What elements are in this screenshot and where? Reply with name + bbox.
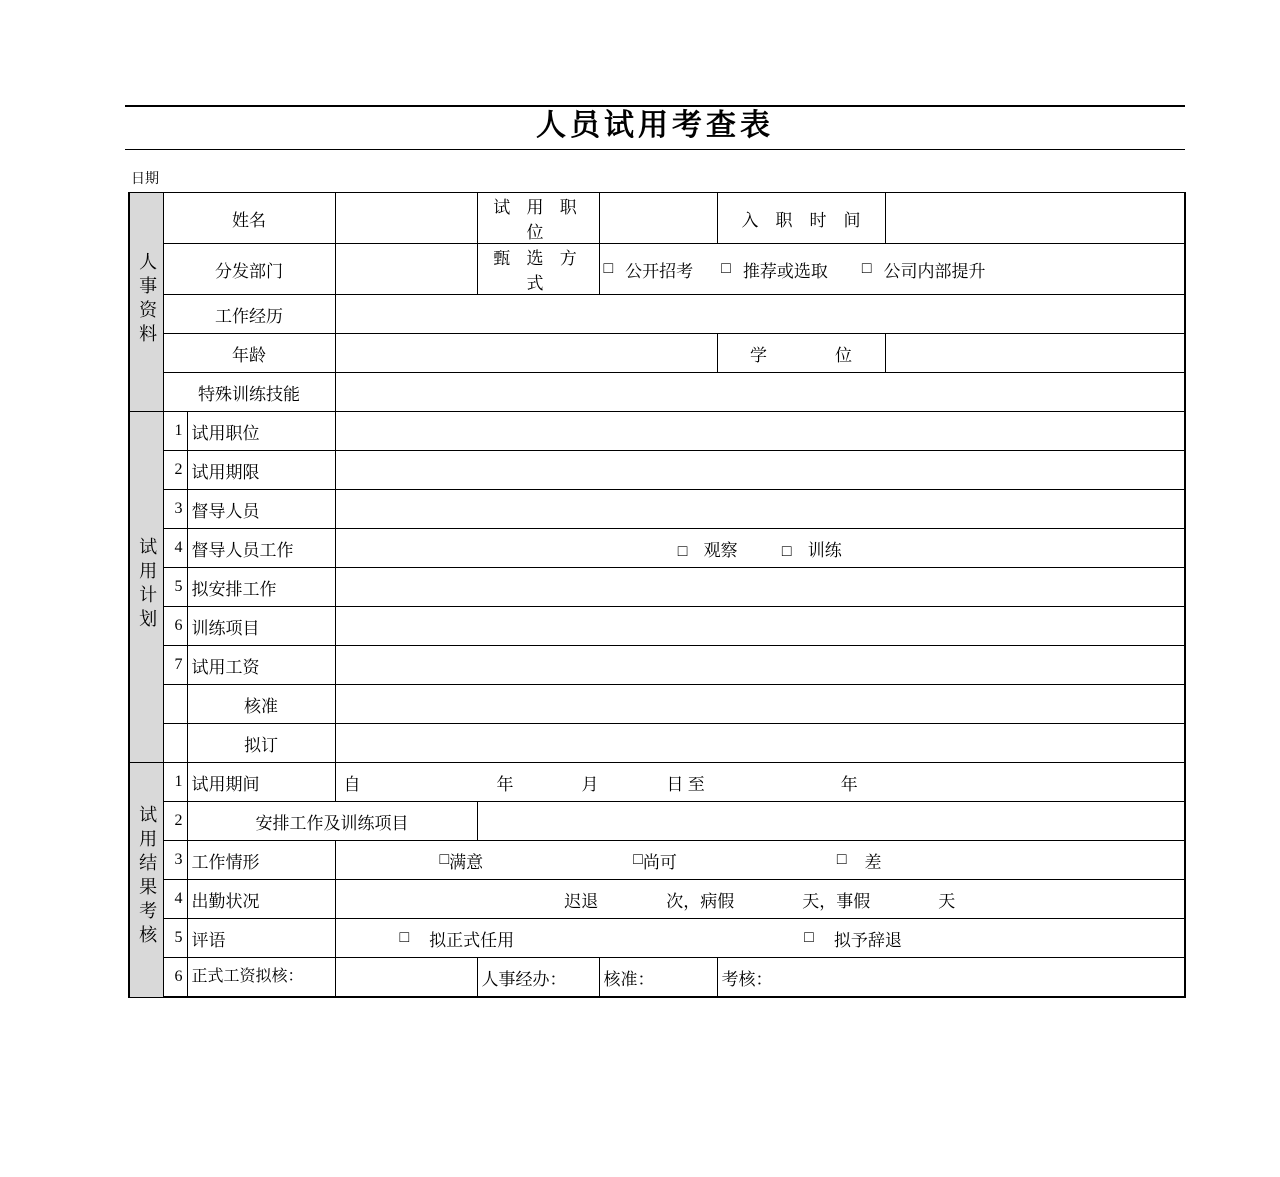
page-title: 人员试用考查表	[536, 109, 774, 142]
row-number: 6	[163, 958, 187, 998]
row-number	[163, 685, 187, 724]
field-value-drafting[interactable]	[335, 724, 1185, 763]
option-label-dismissal: 拟予辞退	[833, 930, 902, 950]
section-label-personnel: 人事资料	[129, 193, 163, 412]
field-label-approval: 核准	[187, 685, 335, 724]
field-label-assigned-work-training: 安排工作及训练项目	[187, 802, 477, 841]
option-label-internal-promotion: 公司内部提升	[883, 261, 986, 281]
field-value-trial-salary[interactable]	[335, 646, 1185, 685]
option-label-poor: 差	[864, 852, 882, 872]
row-number: 5	[163, 919, 187, 958]
field-label-trial-salary: 试用工资	[187, 646, 335, 685]
field-label-plan-position: 试用职位	[187, 412, 335, 451]
field-value-work-experience[interactable]	[335, 295, 1185, 334]
option-label-observe: 观察	[703, 540, 738, 560]
table-row	[129, 451, 1185, 490]
checkbox-observe-icon[interactable]: □	[677, 542, 688, 560]
field-value-trial-position[interactable]	[599, 193, 717, 244]
field-value-entry-time[interactable]	[885, 193, 1185, 244]
row-number: 3	[163, 841, 187, 880]
field-value-training-items[interactable]	[335, 607, 1185, 646]
table-row	[129, 490, 1185, 529]
field-value-plan-position[interactable]	[335, 412, 1185, 451]
field-value-approval[interactable]	[335, 685, 1185, 724]
field-label-special-skills: 特殊训练技能	[163, 373, 335, 412]
field-value-name[interactable]	[335, 193, 477, 244]
row-number: 1	[163, 412, 187, 451]
supervisor-work-options	[335, 529, 1185, 568]
field-label-name: 姓名	[163, 193, 335, 244]
checkbox-train-icon[interactable]: □	[781, 542, 792, 560]
option-label-satisfied: 满意	[449, 852, 484, 872]
field-label-age: 年龄	[163, 334, 335, 373]
field-label-work-performance: 工作情形	[187, 841, 335, 880]
field-label-selection-method: 甄 选 方 式	[477, 244, 599, 295]
table-row	[129, 802, 1185, 841]
row-number	[163, 724, 187, 763]
table-row	[129, 529, 1185, 568]
field-value-assigned-work-training[interactable]	[477, 802, 1185, 841]
signature-assessment[interactable]: 考核：	[717, 958, 1185, 998]
work-performance-options	[335, 841, 1185, 880]
field-value-planned-work[interactable]	[335, 568, 1185, 607]
field-label-work-experience: 工作经历	[163, 295, 335, 334]
option-label-formal-appointment: 拟正式任用	[429, 930, 515, 950]
field-value-official-salary[interactable]	[335, 958, 477, 998]
signature-hr[interactable]: 人事经办：	[477, 958, 599, 998]
row-number: 5	[163, 568, 187, 607]
field-label-degree: 学 位	[717, 334, 885, 373]
field-value-special-skills[interactable]	[335, 373, 1185, 412]
row-number: 4	[163, 529, 187, 568]
title-block	[125, 105, 1185, 150]
table-row	[129, 919, 1185, 958]
selection-method-options	[599, 244, 1185, 295]
field-label-trial-position: 试 用 职 位	[477, 193, 599, 244]
checkbox-formal-appointment-icon[interactable]: □	[399, 929, 410, 946]
checkbox-satisfied-icon[interactable]: □	[439, 851, 450, 868]
field-label-attendance: 出勤状况	[187, 880, 335, 919]
field-label-entry-time: 入 职 时 间	[717, 193, 885, 244]
row-number: 6	[163, 607, 187, 646]
checkbox-internal-promotion-icon[interactable]: □	[861, 260, 872, 277]
table-row	[129, 568, 1185, 607]
table-row	[129, 412, 1185, 451]
table-row	[129, 193, 1185, 244]
field-label-training-items: 训练项目	[187, 607, 335, 646]
checkbox-poor-icon[interactable]: □	[836, 851, 847, 868]
field-label-trial-duration: 试用期间	[187, 763, 335, 802]
option-label-public-exam: 公开招考	[625, 261, 694, 281]
table-row	[129, 295, 1185, 334]
field-label-supervisor: 督导人员	[187, 490, 335, 529]
field-label-comments: 评语	[187, 919, 335, 958]
checkbox-recommendation-icon[interactable]: □	[721, 260, 731, 277]
field-label-plan-period: 试用期限	[187, 451, 335, 490]
table-row	[129, 685, 1185, 724]
field-value-supervisor[interactable]	[335, 490, 1185, 529]
row-number: 1	[163, 763, 187, 802]
section-label-plan: 试用计划	[129, 412, 163, 763]
field-value-trial-duration[interactable]: 自 年 月 日 至 年	[335, 763, 1185, 802]
table-row	[129, 958, 1185, 998]
field-label-official-salary: 正式工资拟核：	[187, 958, 335, 998]
section-label-result: 试用结果考核	[129, 763, 163, 998]
field-value-department[interactable]	[335, 244, 477, 295]
table-row	[129, 373, 1185, 412]
field-label-drafting: 拟订	[187, 724, 335, 763]
field-value-plan-period[interactable]	[335, 451, 1185, 490]
field-value-degree[interactable]	[885, 334, 1185, 373]
field-label-supervisor-work: 督导人员工作	[187, 529, 335, 568]
checkbox-dismissal-icon[interactable]: □	[804, 929, 814, 946]
row-number: 2	[163, 802, 187, 841]
field-label-planned-work: 拟安排工作	[187, 568, 335, 607]
table-row	[129, 334, 1185, 373]
row-number: 3	[163, 490, 187, 529]
checkbox-public-exam-icon[interactable]: □	[603, 260, 614, 277]
table-row	[129, 763, 1185, 802]
table-row	[129, 244, 1185, 295]
field-value-age[interactable]	[335, 334, 717, 373]
signature-approval[interactable]: 核准：	[599, 958, 717, 998]
option-label-acceptable: 尚可	[642, 852, 677, 872]
table-row	[129, 880, 1185, 919]
row-number: 2	[163, 451, 187, 490]
checkbox-acceptable-icon[interactable]: □	[633, 851, 643, 868]
option-label-train: 训练	[807, 540, 842, 560]
table-row	[129, 607, 1185, 646]
comments-options	[335, 919, 1185, 958]
field-label-department: 分发部门	[163, 244, 335, 295]
field-value-attendance[interactable]: 迟退 次，病假 天，事假 天	[335, 880, 1185, 919]
row-number: 4	[163, 880, 187, 919]
date-label: 日期	[131, 170, 159, 186]
title-rule-bottom	[125, 149, 1185, 150]
table-row	[129, 841, 1185, 880]
row-number: 7	[163, 646, 187, 685]
evaluation-form-table	[128, 192, 1186, 998]
table-row	[129, 724, 1185, 763]
option-label-recommendation: 推荐或选取	[742, 261, 828, 281]
table-row	[129, 646, 1185, 685]
